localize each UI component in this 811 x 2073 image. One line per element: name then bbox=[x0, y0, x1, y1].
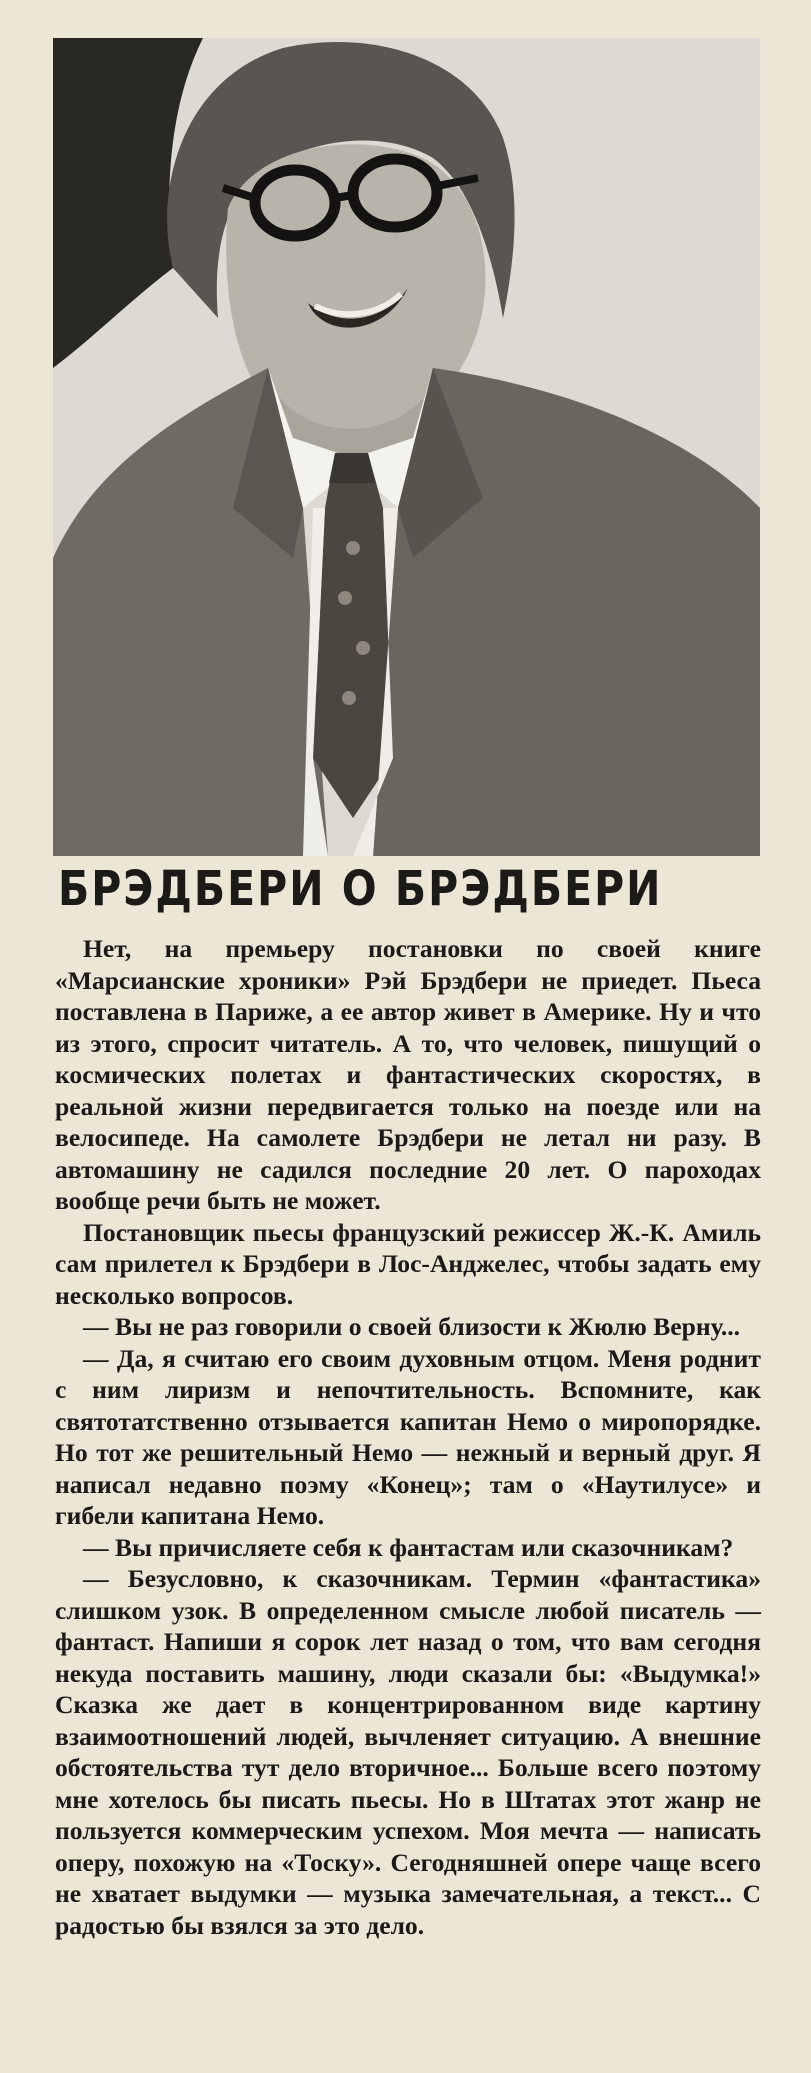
article-paragraph: — Да, я считаю его своим духовным отцом. Меня роднит с ним лиризм и непочтительность. Вспомните, как святотатственно отзывается капитан Немо о миропорядке. Но тот же решительный Немо — нежный и верный друг. Я написал недавно поэму «Конец»; там о «Наутилусе» и гибели капитана Немо. bbox=[55, 1343, 761, 1530]
article-paragraph: — Вы не раз говорили о своей близости к Жюлю Верну... bbox=[83, 1312, 741, 1341]
article-paragraph: Нет, на премьеру постановки по своей книге «Марсианские хроники» Рэй Брэдбери не приедет. Пьеса поставлена в Париже, а ее автор живет в Америке. Ну и что из этого, спросит читатель. А то, что человек, пишущий о космических полетах и фантастических скоростях, в реальной жизни передвигается только на поезде или на велосипеде. На самолете Брэдбери не летал ни разу. В автомашину не садился последние 20 лет. О пароходах вообще речи быть не может. bbox=[55, 934, 761, 1215]
article-body bbox=[55, 933, 761, 1941]
article-headline: БРЭДБЕРИ О БРЭДБЕРИ bbox=[58, 860, 663, 917]
article-paragraph: — Безусловно, к сказочникам. Термин «фантастика» слишком узок. В определенном смысле любой писатель — фантаст. Напиши я сорок лет назад о том, что вам сегодня некуда поставить машину, люди сказали бы: «Выдумка!» Сказка же дает в концентрированном виде картину взаимоотношений людей, вычленяет ситуацию. А внешние обстоятельства тут дело вторичное... Больше всего поэтому мне хотелось бы писать пьесы. Но в Штатах этот жанр не пользуется коммерческим успехом. Моя мечта — написать оперу, похожую на «Тоску». Сегодняшней опере чаще всего не хватает выдумки — музыка замечательная, а текст... С радостью бы взялся за это дело. bbox=[55, 1564, 761, 1940]
article-paragraph: Постановщик пьесы французский режиссер Ж.-К. Амиль сам прилетел к Брэдбери в Лос-Анджелес, чтобы задать ему несколько вопросов. bbox=[55, 1217, 761, 1310]
portrait-photo bbox=[53, 38, 760, 856]
portrait-illustration bbox=[53, 38, 760, 856]
article-paragraph: — Вы причисляете себя к фантастам или сказочникам? bbox=[83, 1532, 734, 1562]
